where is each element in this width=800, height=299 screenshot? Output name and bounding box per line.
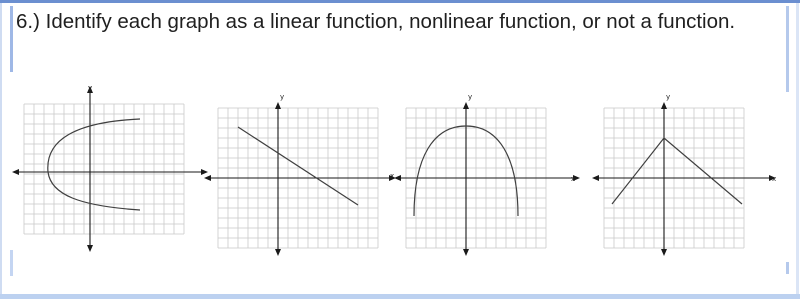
graph-3: [390, 82, 590, 254]
graph-2-x-arrow-left: [204, 175, 211, 181]
graph-3-y-arrow-down: [463, 249, 469, 256]
graph-2-y-arrow-up: [275, 102, 281, 109]
graph-2-y-label: y: [280, 93, 285, 101]
graph-1-x-arrow-left: [12, 169, 19, 175]
card-top-border: [0, 0, 800, 3]
graph-2-x-label: x: [390, 172, 395, 180]
graph-4-y-label: y: [666, 93, 671, 101]
question-text: 6.) Identify each graph as a linear function, nonlinear function, or not a function.: [16, 10, 736, 33]
graph-3-y-arrow-up: [463, 102, 469, 109]
graph-1-y-arrow-down: [87, 245, 93, 252]
graph-4: [588, 82, 788, 254]
graph-4-x-arrow-left: [592, 175, 599, 181]
card-left-border: [0, 3, 2, 295]
graph-3-x-label: x: [571, 175, 576, 183]
card-right-accent-lower: [786, 262, 789, 274]
graph-4-y-arrow-up: [661, 102, 667, 109]
graph-2-y-arrow-down: [275, 249, 281, 256]
graph-3-x-arrow-left: [394, 175, 401, 181]
graph-2: [200, 82, 400, 254]
graph-1-y-label: y: [88, 84, 93, 92]
graph-4-x-label: x: [772, 175, 777, 183]
card-right-accent: [786, 6, 789, 92]
graph-3-y-label: y: [468, 93, 473, 101]
card-bottom-border: [0, 294, 800, 299]
card-right-border: [796, 3, 799, 295]
graph-1: [10, 82, 210, 254]
graph-4-y-arrow-down: [661, 249, 667, 256]
card-left-accent: [10, 6, 13, 72]
